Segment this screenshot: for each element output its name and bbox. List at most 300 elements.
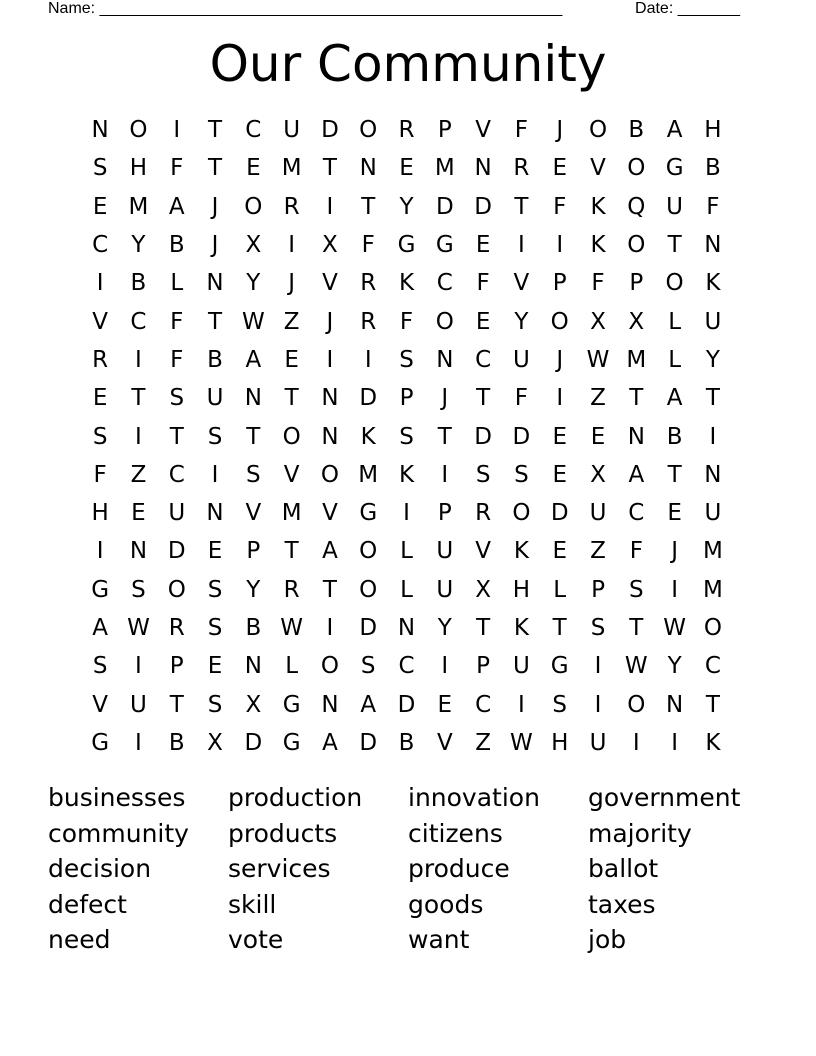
grid-letter: V	[92, 691, 109, 718]
grid-letter: E	[207, 653, 223, 680]
grid-letter: T	[131, 385, 146, 412]
grid-letter: Q	[627, 193, 646, 220]
grid-letter: T	[284, 385, 299, 412]
word-list-item: skill	[228, 889, 277, 919]
grid-letter: C	[704, 653, 721, 680]
grid-letter: U	[130, 691, 147, 718]
grid-letter: K	[513, 615, 529, 641]
word-list-item: produce	[408, 854, 510, 883]
grid-letter: S	[92, 653, 108, 680]
date-field: Date: _______	[635, 0, 740, 17]
grid-letter: V	[322, 500, 338, 527]
grid-letter: Y	[437, 615, 452, 641]
grid-letter: J	[288, 270, 296, 297]
grid-letter: U	[436, 576, 454, 603]
grid-letter: A	[92, 615, 109, 641]
grid-letter: H	[129, 155, 148, 182]
grid-letter: Y	[705, 346, 720, 373]
grid-letter: O	[359, 117, 378, 144]
grid-letter: G	[665, 155, 684, 182]
grid-letter: F	[361, 232, 375, 259]
grid-letter: T	[476, 615, 491, 641]
grid-letter: T	[437, 423, 452, 450]
grid-letter: A	[245, 346, 262, 373]
grid-letter: A	[322, 538, 338, 565]
grid-letter: V	[590, 155, 606, 182]
grid-letter: V	[475, 538, 491, 565]
grid-letter: E	[667, 500, 682, 527]
grid-letter: F	[170, 308, 184, 335]
grid-letter: K	[513, 538, 529, 565]
grid-letter: Z	[590, 385, 606, 412]
grid-letter: H	[551, 729, 569, 756]
grid-letter: I	[441, 653, 449, 680]
grid-letter: D	[435, 193, 454, 220]
grid-letter: C	[130, 308, 147, 335]
grid-letter: T	[476, 385, 491, 412]
grid-letter: K	[398, 270, 415, 297]
word-list-item: job	[588, 925, 627, 954]
grid-letter: N	[397, 615, 416, 641]
grid-letter: U	[206, 385, 224, 412]
grid-letter: G	[550, 653, 569, 680]
grid-letter: U	[589, 500, 607, 527]
grid-letter: N	[91, 117, 109, 144]
grid-letter: D	[244, 729, 263, 756]
grid-letter: I	[671, 576, 678, 603]
grid-letter: O	[359, 538, 378, 565]
grid-letter: L	[400, 576, 413, 603]
word-list-item: majority	[588, 818, 692, 848]
grid-letter: O	[665, 270, 684, 297]
grid-letter: S	[246, 461, 261, 488]
word-list-item: production	[228, 783, 363, 812]
grid-letter: M	[626, 346, 647, 373]
grid-letter: D	[359, 385, 378, 412]
grid-letter: O	[320, 461, 339, 488]
word-list-item: community	[48, 818, 189, 848]
grid-letter: J	[671, 538, 678, 565]
grid-letter: E	[131, 500, 146, 527]
grid-letter: X	[322, 232, 338, 259]
grid-letter: I	[173, 117, 181, 144]
grid-letter: E	[475, 308, 491, 335]
grid-letter: N	[206, 500, 224, 527]
grid-letter: M	[358, 461, 379, 488]
grid-letter: W	[586, 346, 610, 373]
grid-letter: O	[320, 653, 339, 680]
grid-letter: H	[512, 576, 531, 603]
grid-letter: B	[705, 155, 721, 182]
grid-letter: C	[475, 346, 492, 373]
word-list-item: taxes	[588, 889, 656, 919]
grid-letter: W	[663, 615, 686, 641]
name-field: Name: ____________________________________________________	[48, 0, 563, 17]
word-list-item: decision	[48, 854, 152, 883]
grid-letter: K	[705, 270, 721, 297]
grid-letter: I	[135, 423, 142, 450]
grid-letter: O	[282, 423, 301, 450]
grid-letter: J	[556, 117, 564, 144]
grid-letter: W	[241, 308, 265, 335]
grid-letter: L	[553, 576, 567, 603]
grid-letter: I	[96, 270, 104, 297]
grid-letter: V	[245, 500, 262, 527]
worksheet-header	[48, 0, 740, 18]
grid-letter: I	[326, 193, 334, 220]
grid-letter: L	[668, 346, 682, 373]
grid-letter: Y	[246, 576, 261, 603]
grid-letter: T	[284, 538, 299, 565]
grid-letter: A	[360, 691, 377, 718]
grid-letter: D	[359, 615, 378, 641]
grid-letter: E	[399, 155, 414, 182]
grid-letter: T	[667, 232, 682, 259]
grid-letter: I	[594, 691, 602, 718]
grid-letter: P	[476, 653, 491, 680]
grid-letter: H	[91, 500, 109, 527]
grid-letter: J	[211, 193, 219, 220]
grid-letter: F	[476, 270, 490, 297]
word-list-item: need	[48, 925, 111, 954]
grid-letter: O	[359, 576, 378, 603]
grid-letter: N	[206, 270, 224, 297]
grid-letter: L	[170, 270, 184, 297]
word-list-item: ballot	[588, 854, 659, 883]
word-list-item: services	[228, 854, 331, 883]
grid-letter: E	[552, 155, 567, 182]
grid-letter: A	[628, 461, 645, 488]
grid-letter: S	[207, 423, 223, 450]
grid-letter: N	[321, 423, 339, 450]
grid-letter: S	[399, 423, 414, 450]
grid-letter: V	[322, 270, 338, 297]
grid-letter: V	[475, 117, 491, 144]
grid-letter: N	[129, 538, 148, 565]
grid-letter: Z	[283, 308, 300, 335]
grid-letter: G	[282, 729, 301, 756]
grid-letter: A	[168, 193, 185, 220]
grid-letter: S	[475, 461, 491, 488]
grid-letter: N	[321, 385, 339, 412]
grid-letter: I	[96, 538, 104, 565]
grid-letter: U	[436, 538, 454, 565]
grid-letter: O	[588, 117, 608, 144]
grid-letter: T	[322, 155, 337, 182]
grid-letter: F	[399, 308, 414, 335]
grid-letter: T	[705, 385, 720, 412]
grid-letter: O	[703, 615, 722, 641]
grid-letter: P	[169, 653, 184, 680]
grid-letter: D	[512, 423, 531, 450]
grid-letter: D	[474, 423, 492, 450]
grid-letter: D	[359, 729, 378, 756]
grid-letter: B	[168, 729, 185, 756]
grid-letter: Y	[667, 653, 682, 680]
grid-letter: O	[550, 308, 569, 335]
grid-letter: R	[283, 576, 300, 603]
grid-letter: B	[207, 346, 223, 373]
grid-letter: O	[512, 500, 531, 527]
grid-letter: S	[169, 385, 185, 412]
grid-letter: R	[92, 346, 109, 373]
grid-letter: L	[400, 538, 413, 565]
grid-letter: A	[666, 385, 683, 412]
grid-letter: J	[326, 308, 334, 335]
grid-letter: N	[627, 423, 645, 450]
grid-letter: I	[211, 461, 219, 488]
grid-letter: I	[709, 423, 717, 450]
grid-letter: N	[704, 461, 722, 488]
grid-letter: P	[629, 270, 644, 297]
grid-letter: G	[91, 729, 110, 756]
grid-letter: T	[208, 117, 223, 144]
grid-letter: S	[552, 691, 568, 718]
grid-letter: W	[510, 729, 533, 756]
grid-letter: J	[556, 346, 564, 373]
grid-letter: S	[92, 155, 108, 182]
grid-letter: U	[168, 500, 186, 527]
grid-letter: F	[514, 117, 529, 144]
grid-letter: X	[590, 308, 606, 335]
grid-letter: M	[281, 155, 302, 182]
grid-letter: T	[629, 385, 644, 412]
grid-letter: I	[671, 729, 678, 756]
grid-letter: I	[288, 232, 296, 259]
grid-letter: E	[552, 538, 567, 565]
grid-letter: X	[628, 308, 645, 335]
word-list-item: government	[588, 783, 741, 812]
grid-letter: G	[435, 232, 454, 259]
grid-letter: F	[170, 346, 184, 373]
grid-letter: W	[624, 653, 648, 680]
grid-letter: U	[666, 193, 684, 220]
grid-letter: B	[168, 232, 185, 259]
grid-letter: U	[283, 117, 301, 144]
grid-letter: I	[135, 729, 142, 756]
word-list-item: businesses	[48, 783, 186, 812]
grid-letter: N	[321, 691, 339, 718]
grid-letter: I	[441, 461, 449, 488]
grid-letter: E	[475, 232, 491, 259]
grid-letter: U	[704, 308, 722, 335]
grid-letter: F	[93, 461, 107, 488]
grid-letter: L	[668, 308, 682, 335]
grid-letter: X	[207, 729, 223, 756]
grid-letter: F	[629, 538, 643, 565]
grid-letter: D	[474, 193, 492, 220]
grid-letter: W	[127, 615, 150, 641]
grid-letter: T	[208, 155, 223, 182]
grid-letter: P	[591, 576, 605, 603]
grid-letter: T	[208, 308, 223, 335]
grid-letter: E	[552, 461, 567, 488]
grid-letter: I	[364, 346, 372, 373]
letter-grid	[81, 111, 732, 762]
grid-letter: P	[246, 538, 261, 565]
grid-letter: B	[245, 615, 262, 641]
grid-letter: D	[321, 117, 339, 144]
grid-letter: T	[169, 691, 184, 718]
grid-letter: F	[591, 270, 605, 297]
grid-letter: K	[590, 193, 606, 220]
grid-letter: U	[704, 500, 722, 527]
grid-letter: R	[360, 270, 377, 297]
grid-letter: V	[436, 729, 453, 756]
grid-letter: C	[628, 500, 645, 527]
grid-letter: V	[513, 270, 530, 297]
grid-letter: K	[398, 461, 415, 488]
grid-letter: Z	[130, 461, 147, 488]
grid-letter: S	[207, 576, 223, 603]
grid-letter: C	[475, 691, 492, 718]
word-list-item: products	[228, 818, 338, 848]
grid-letter: E	[284, 346, 299, 373]
grid-letter: N	[665, 691, 684, 718]
grid-letter: R	[360, 308, 377, 335]
grid-letter: R	[283, 193, 300, 220]
grid-letter: E	[92, 385, 108, 412]
grid-letter: I	[403, 500, 410, 527]
grid-letter: I	[632, 729, 640, 756]
word-list-item: citizens	[408, 818, 503, 848]
grid-letter: F	[514, 385, 529, 412]
grid-letter: S	[360, 653, 376, 680]
grid-letter: R	[475, 500, 492, 527]
grid-letter: B	[398, 729, 415, 756]
grid-letter: C	[436, 270, 453, 297]
grid-letter: E	[246, 155, 261, 182]
word-list-item: defect	[48, 889, 127, 919]
grid-letter: O	[435, 308, 454, 335]
grid-letter: T	[629, 615, 644, 641]
grid-letter: P	[437, 500, 452, 527]
grid-letter: T	[246, 423, 261, 450]
grid-letter: C	[398, 653, 415, 680]
grid-letter: E	[207, 538, 223, 565]
word-list-item: goods	[408, 889, 484, 919]
grid-letter: F	[553, 193, 567, 220]
grid-letter: X	[590, 461, 606, 488]
grid-letter: A	[322, 729, 338, 756]
grid-letter: G	[91, 576, 110, 603]
grid-letter: D	[550, 500, 569, 527]
grid-letter: I	[518, 232, 525, 259]
grid-letter: E	[552, 423, 567, 450]
grid-letter: S	[514, 461, 529, 488]
grid-letter: N	[359, 155, 377, 182]
grid-letter: B	[628, 117, 645, 144]
word-list-item: innovation	[408, 783, 540, 812]
grid-letter: N	[474, 155, 492, 182]
grid-letter: L	[285, 653, 299, 680]
grid-letter: V	[283, 461, 300, 488]
grid-letter: E	[590, 423, 606, 450]
grid-letter: Y	[131, 232, 146, 259]
page-title: Our Community	[209, 35, 607, 93]
grid-letter: U	[512, 346, 530, 373]
grid-letter: S	[207, 691, 223, 718]
grid-letter: V	[92, 308, 109, 335]
grid-letter: I	[556, 385, 564, 412]
grid-letter: G	[359, 500, 378, 527]
grid-letter: M	[128, 193, 149, 220]
grid-letter: S	[92, 423, 108, 450]
grid-letter: R	[513, 155, 530, 182]
grid-letter: R	[168, 615, 185, 641]
grid-letter: P	[552, 270, 567, 297]
grid-letter: K	[360, 423, 376, 450]
grid-letter: N	[704, 232, 722, 259]
grid-letter: T	[322, 576, 337, 603]
grid-letter: T	[514, 193, 529, 220]
grid-letter: O	[167, 576, 186, 603]
grid-letter: E	[92, 193, 108, 220]
grid-letter: F	[170, 155, 184, 182]
grid-letter: S	[131, 576, 146, 603]
grid-letter: O	[129, 117, 148, 144]
grid-letter: U	[512, 653, 530, 680]
grid-letter: T	[552, 615, 567, 641]
grid-letter: O	[627, 691, 646, 718]
grid-letter: P	[437, 117, 452, 144]
grid-letter: C	[168, 461, 185, 488]
grid-letter: Y	[399, 193, 414, 220]
grid-letter: M	[702, 538, 723, 565]
grid-letter: M	[702, 576, 723, 603]
grid-letter: J	[441, 385, 449, 412]
grid-letter: N	[244, 385, 262, 412]
grid-letter: I	[326, 346, 334, 373]
grid-letter: J	[211, 232, 219, 259]
grid-letter: E	[437, 691, 453, 718]
grid-letter: X	[475, 576, 491, 603]
grid-letter: C	[92, 232, 109, 259]
grid-letter: P	[399, 385, 414, 412]
grid-letter: G	[282, 691, 301, 718]
grid-letter: H	[704, 117, 722, 144]
grid-letter: U	[589, 729, 607, 756]
grid-letter: I	[594, 653, 602, 680]
grid-letter: I	[135, 346, 142, 373]
grid-letter: X	[245, 232, 262, 259]
grid-letter: S	[399, 346, 414, 373]
grid-letter: G	[397, 232, 416, 259]
grid-letter: I	[518, 691, 525, 718]
grid-letter: T	[361, 193, 376, 220]
grid-letter: Z	[590, 538, 606, 565]
grid-letter: F	[706, 193, 720, 220]
grid-letter: A	[666, 117, 683, 144]
grid-letter: B	[130, 270, 147, 297]
grid-letter: Z	[475, 729, 491, 756]
grid-letter: Y	[246, 270, 261, 297]
grid-letter: S	[207, 615, 223, 641]
grid-letter: I	[135, 653, 142, 680]
grid-letter: T	[667, 461, 682, 488]
grid-letter: I	[556, 232, 564, 259]
grid-letter: R	[398, 117, 415, 144]
grid-letter: M	[281, 500, 302, 527]
grid-letter: T	[705, 691, 720, 718]
grid-letter: M	[434, 155, 455, 182]
grid-letter: C	[245, 117, 262, 144]
grid-letter: W	[280, 615, 303, 641]
word-list	[48, 780, 768, 958]
grid-letter: O	[627, 232, 646, 259]
grid-letter: S	[590, 615, 606, 641]
grid-letter: S	[629, 576, 644, 603]
